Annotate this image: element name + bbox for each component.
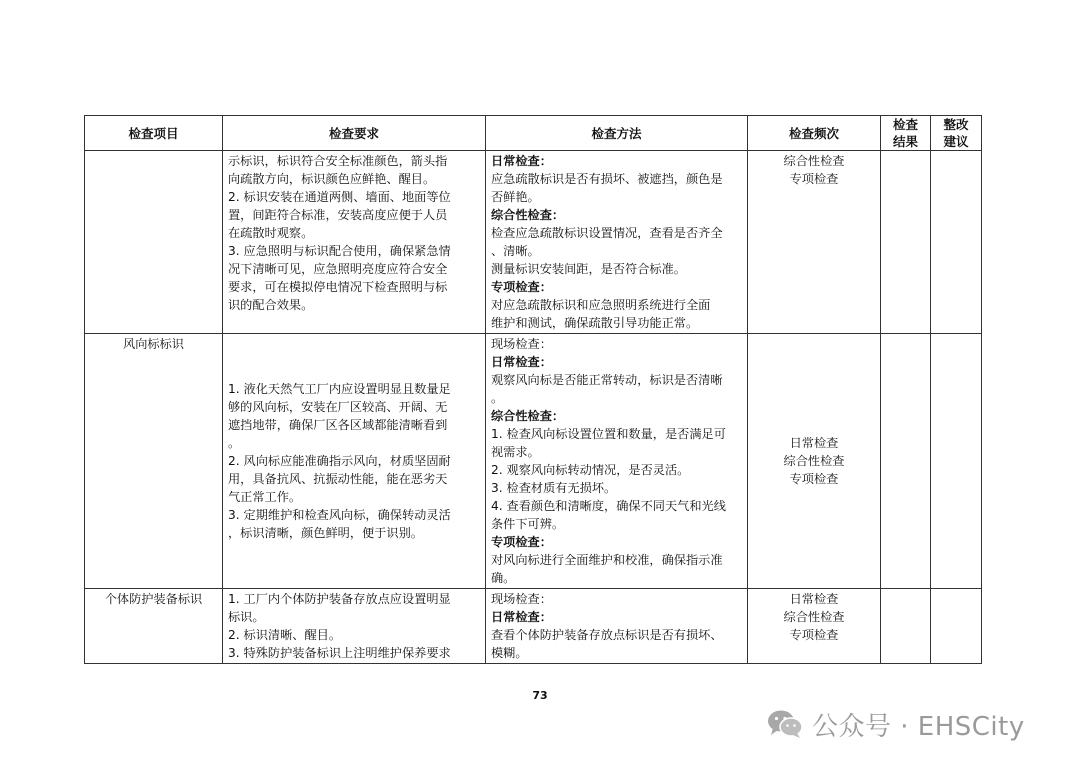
method-line: 。 — [491, 391, 504, 405]
frequency-line: 综合性检查 — [783, 610, 845, 624]
requirement-line: 置，间距符合标准，安装高度应便于人员 — [228, 208, 448, 222]
watermark-text: 公众号 · EHSCity — [812, 711, 1025, 742]
method-line: 条件下可辨。 — [491, 517, 565, 531]
requirement-line: 况下清晰可见，应急照明亮度应符合安全 — [228, 262, 448, 276]
table-row — [85, 334, 982, 589]
wechat-icon — [766, 709, 804, 739]
method-line: 专项检查： — [491, 280, 552, 294]
frequency-line: 专项检查 — [789, 472, 839, 486]
requirement-line: 遮挡地带，确保厂区各区域都能清晰看到 — [228, 418, 448, 432]
result-cell[interactable] — [881, 334, 931, 589]
requirement-line: 2. 标识安装在通道两侧、墙面、地面等位 — [228, 190, 451, 204]
table-row — [85, 151, 982, 334]
method-line: 、清晰。 — [491, 244, 540, 258]
method-cell — [486, 334, 748, 589]
requirement-line: 3. 定期维护和检查风向标，确保转动灵活 — [228, 508, 451, 522]
method-line: 3. 检查材质有无损坏。 — [491, 481, 617, 495]
method-line: 1. 检查风向标设置位置和数量，是否满足可 — [491, 427, 726, 441]
inspection-item-cell — [85, 151, 223, 334]
requirement-line: 示标识，标识符合安全标准颜色，箭头指 — [228, 154, 448, 168]
frequency-line: 专项检查 — [789, 172, 839, 186]
method-line: 应急疏散标识是否有损坏、被遮挡，颜色是 — [491, 172, 723, 186]
method-line: 确。 — [491, 571, 516, 585]
requirement-line: 识的配合效果。 — [228, 298, 314, 312]
method-line: 4. 查看颜色和清晰度，确保不同天气和光线 — [491, 499, 726, 513]
method-line: 综合性检查： — [491, 208, 565, 222]
header-method: 检查方法 — [486, 116, 748, 151]
method-line: 对应急疏散标识和应急照明系统进行全面 — [491, 298, 711, 312]
frequency-line: 日常检查 — [789, 436, 839, 450]
result-cell[interactable] — [881, 151, 931, 334]
inspection-item-cell: 风向标标识 — [85, 334, 223, 589]
method-line: 对风向标进行全面维护和校准，确保指示准 — [491, 553, 723, 567]
suggestion-cell[interactable] — [931, 589, 982, 664]
method-line: 日常检查： — [491, 154, 552, 168]
requirement-line: 1. 液化天然气工厂内应设置明显且数量足 — [228, 382, 451, 396]
table-row — [85, 589, 982, 664]
requirement-line: 向疏散方向，标识颜色应鲜艳、醒目。 — [228, 172, 436, 186]
page-number: 73 — [532, 689, 548, 702]
inspection-table — [84, 115, 982, 664]
requirements-cell — [223, 151, 486, 334]
header-frequency: 检查频次 — [748, 116, 881, 151]
suggestion-cell[interactable] — [931, 334, 982, 589]
method-line: 检查应急疏散标识设置情况，查看是否齐全 — [491, 226, 723, 240]
method-line: 2. 观察风向标转动情况，是否灵活。 — [491, 463, 690, 477]
requirements-cell — [223, 334, 486, 589]
requirement-line: 标识。 — [228, 610, 265, 624]
result-cell[interactable] — [881, 589, 931, 664]
method-cell — [486, 151, 748, 334]
frequency-cell — [748, 589, 881, 664]
method-line: 专项检查： — [491, 535, 552, 549]
method-line: 视需求。 — [491, 445, 540, 459]
requirement-line: ，标识清晰，颜色鲜明，便于识别。 — [228, 526, 423, 540]
frequency-cell — [748, 334, 881, 589]
inspection-item-cell: 个体防护装备标识 — [85, 589, 223, 664]
method-line: 测量标识安装间距，是否符合标准。 — [491, 262, 686, 276]
method-cell — [486, 589, 748, 664]
requirement-line: 2. 标识清晰、醒目。 — [228, 628, 342, 642]
method-line: 日常检查： — [491, 610, 552, 624]
frequency-line: 综合性检查 — [783, 154, 845, 168]
requirement-line: 3. 特殊防护装备标识上注明维护保养要求 — [228, 646, 451, 660]
requirement-line: 气正常工作。 — [228, 490, 302, 504]
requirements-cell — [223, 589, 486, 664]
method-line: 否鲜艳。 — [491, 190, 540, 204]
requirement-line: 1. 工厂内个体防护装备存放点应设置明显 — [228, 592, 451, 606]
method-line: 模糊。 — [491, 646, 528, 660]
suggestion-cell[interactable] — [931, 151, 982, 334]
table-header-row — [85, 116, 982, 151]
frequency-line: 日常检查 — [789, 592, 839, 606]
header-item: 检查项目 — [85, 116, 223, 151]
frequency-cell — [748, 151, 881, 334]
requirement-line: 2. 风向标应能准确指示风向，材质坚固耐 — [228, 454, 451, 468]
frequency-line: 专项检查 — [789, 628, 839, 642]
header-suggestion: 整改 建议 — [931, 116, 982, 151]
frequency-line: 综合性检查 — [783, 454, 845, 468]
requirement-line: 在疏散时观察。 — [228, 226, 314, 240]
method-line: 现场检查： — [491, 592, 552, 606]
requirement-line: 够的风向标，安装在厂区较高、开阔、无 — [228, 400, 448, 414]
requirement-line: 3. 应急照明与标识配合使用，确保紧急情 — [228, 244, 451, 258]
method-line: 观察风向标是否能正常转动，标识是否清晰 — [491, 373, 723, 387]
requirement-line: 用，具备抗风、抗振动性能，能在恶劣天 — [228, 472, 448, 486]
method-line: 日常检查： — [491, 355, 552, 369]
requirement-line: 。 — [228, 436, 241, 450]
header-result: 检查 结果 — [881, 116, 931, 151]
method-line: 查看个体防护装备存放点标识是否有损坏、 — [491, 628, 723, 642]
requirement-line: 要求，可在模拟停电情况下检查照明与标 — [228, 280, 448, 294]
method-line: 维护和测试，确保疏散引导功能正常。 — [491, 316, 699, 330]
method-line: 综合性检查： — [491, 409, 565, 423]
watermark — [766, 704, 1025, 744]
method-line: 现场检查： — [491, 337, 552, 351]
header-requirements: 检查要求 — [223, 116, 486, 151]
